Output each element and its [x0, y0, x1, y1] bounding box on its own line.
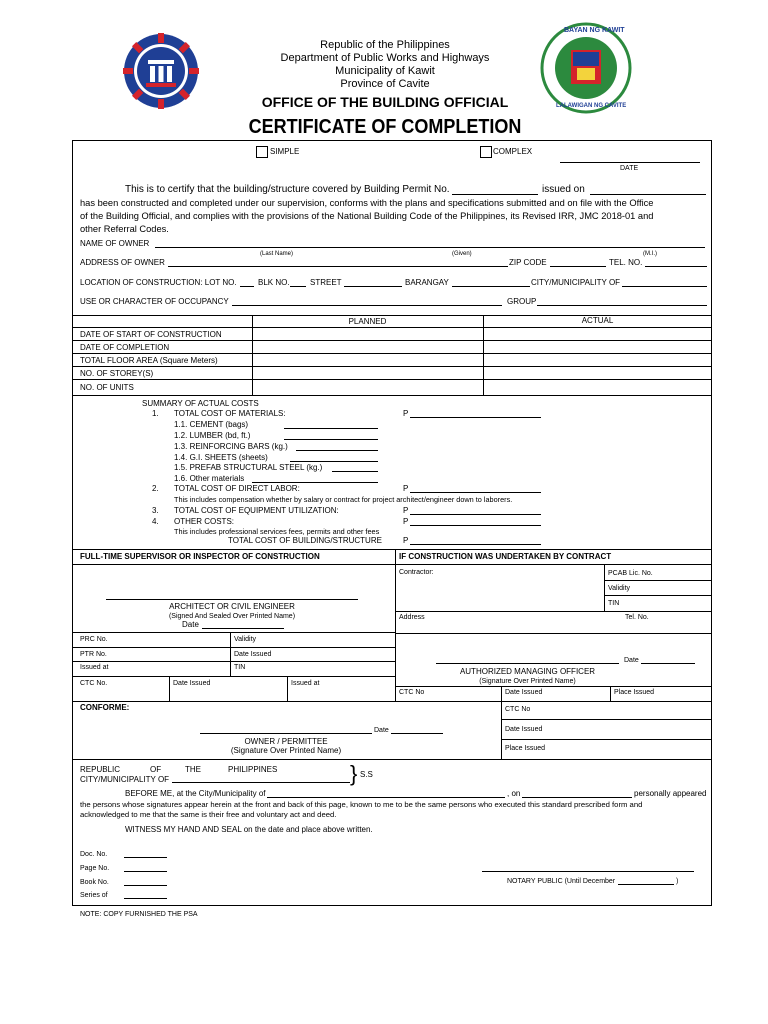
contract-ctc-place-label: Place Issued — [614, 689, 655, 696]
contract-tin-label: TIN — [608, 600, 620, 607]
footer-note: NOTE: COPY FURNISHED THE PSA — [80, 911, 198, 918]
cost-1-2: 1.2. LUMBER (bd, ft.) — [174, 431, 251, 440]
issued-on-field[interactable] — [590, 194, 706, 195]
page-no-field[interactable] — [124, 871, 167, 872]
notary-philippines: PHILIPPINES — [228, 765, 278, 774]
zip-label: ZIP CODE — [509, 258, 547, 267]
cost-1-6-field[interactable] — [252, 482, 378, 483]
contract-address-label: Address — [399, 614, 425, 621]
book-no-label: Book No. — [80, 879, 109, 886]
header-republic: Republic of the Philippines — [320, 39, 450, 51]
cost-1-label: TOTAL COST OF MATERIALS: — [174, 409, 286, 418]
cost-4-field[interactable] — [410, 525, 541, 526]
officer-signature-field[interactable] — [436, 663, 619, 664]
permit-no-field[interactable] — [452, 194, 538, 195]
conforme-ctc-place-label: Place Issued — [505, 745, 546, 752]
notary-brace: } — [350, 761, 358, 786]
tel-field[interactable] — [645, 266, 707, 267]
page-no-label: Page No. — [80, 865, 110, 872]
doc-no-field[interactable] — [124, 857, 167, 858]
cost-4-note: This includes professional services fees, permits and other fees — [174, 527, 380, 536]
owner-address-field[interactable] — [168, 266, 508, 267]
street-label: STREET — [310, 278, 342, 287]
conforme-date-label: Date — [374, 727, 389, 734]
notary-ss: S.S — [360, 770, 373, 779]
barangay-label: BARANGAY — [405, 278, 449, 287]
contract-tel-label: Tel. No. — [625, 614, 649, 621]
kawit-seal — [540, 22, 632, 114]
barangay-field[interactable] — [452, 286, 530, 287]
cost-1-5-field[interactable] — [332, 471, 378, 472]
notary-para-3: acknowledged to me that the same is their free and voluntary act and deed. — [80, 810, 337, 819]
ptr-date-label: Date Issued — [234, 651, 272, 658]
cost-1-3-field[interactable] — [296, 450, 378, 451]
table-row-floor-area: TOTAL FLOOR AREA (Square Meters) — [80, 356, 218, 365]
cost-3-peso: P — [403, 506, 409, 515]
conforme-label: CONFORME: — [80, 703, 130, 712]
pcab-label: PCAB Lic. No. — [608, 570, 653, 577]
contract-ctc-date-label: Date Issued — [505, 689, 543, 696]
book-no-field[interactable] — [124, 885, 167, 886]
cost-2-note: This includes compensation whether by salary or contract for project architect/engineer down to laborers. — [174, 495, 513, 504]
notary-before-city-field[interactable] — [267, 797, 505, 798]
supervisor-date-label: Date — [182, 620, 199, 629]
cost-1-5: 1.5. PREFAB STRUCTURAL STEEL (kg.) — [174, 463, 323, 472]
officer-title: AUTHORIZED MANAGING OFFICER — [459, 667, 596, 676]
cert-line-2: has been constructed and completed under our supervision, conforms with the plans and specifications submitted and on file with the Office — [80, 198, 654, 208]
cost-4-label: OTHER COSTS: — [174, 517, 235, 526]
cost-2-peso: P — [403, 484, 409, 493]
notary-public-label: NOTARY PUBLIC (Until December — [507, 878, 616, 885]
supervisor-ctc-label: CTC No. — [80, 680, 108, 687]
series-field[interactable] — [124, 898, 167, 899]
officer-date-label: Date — [624, 657, 639, 664]
cost-2-field[interactable] — [410, 492, 541, 493]
group-field[interactable] — [537, 305, 707, 306]
cost-1-1: 1.1. CEMENT (bags) — [174, 420, 249, 429]
total-cost-field[interactable] — [410, 544, 541, 545]
street-field[interactable] — [344, 286, 402, 287]
last-name-hint: (Last Name) — [260, 251, 294, 257]
cert-line-1: This is to certify that the building/structure covered by Building Permit No. — [125, 184, 450, 195]
city-field[interactable] — [622, 286, 707, 287]
notary-on-date-field[interactable] — [522, 797, 632, 798]
contract-heading: IF CONSTRUCTION WAS UNDERTAKEN BY CONTRACT — [399, 552, 612, 561]
notary-city-label: CITY/MUNICIPALITY OF — [80, 775, 170, 784]
supervisor-tin-label: TIN — [234, 664, 246, 671]
cost-1-1-field[interactable] — [284, 428, 378, 429]
dpwh-logo — [122, 32, 200, 110]
office-title: OFFICE OF THE BUILDING OFFICIAL — [261, 94, 509, 110]
cost-1-6: 1.6. Other materials — [174, 474, 245, 483]
header-municipality: Municipality of Kawit — [335, 65, 435, 77]
notary-until-field[interactable] — [618, 884, 674, 885]
certificate-title: CERTIFICATE OF COMPLETION — [248, 116, 522, 138]
header-province: Province of Cavite — [340, 78, 430, 90]
notary-republic: REPUBLIC — [80, 765, 121, 774]
cost-1-4-field[interactable] — [290, 461, 378, 462]
total-cost-peso: P — [403, 536, 409, 545]
notary-signature-field[interactable] — [482, 871, 694, 872]
costs-heading: SUMMARY OF ACTUAL COSTS — [142, 399, 259, 408]
series-label: Series of — [80, 892, 108, 899]
location-label: LOCATION OF CONSTRUCTION: LOT NO. — [80, 278, 237, 287]
seal-top-text: BAYAN NG KAWIT — [564, 27, 625, 34]
seal-bottom-text: LALAWIGAN NG CAVITE — [556, 103, 627, 109]
given-name-hint: (Given) — [452, 251, 472, 257]
occupancy-field[interactable] — [232, 305, 502, 306]
owner-name-label: NAME OF OWNER — [80, 239, 150, 248]
conforme-ctc-date-label: Date Issued — [505, 726, 543, 733]
blk-field[interactable] — [290, 286, 306, 287]
notary-para-2: the persons whose signatures appear herein at the front and back of this page, known to me to be the same persons who executed this standard prescribed form and — [80, 800, 643, 809]
conforme-ctc-label: CTC No — [505, 706, 531, 713]
notary-before: BEFORE ME, at the City/Municipality of — [125, 789, 266, 798]
supervisor-heading: FULL-TIME SUPERVISOR OR INSPECTOR OF CONSTRUCTION — [80, 552, 320, 561]
owner-permittee-title: OWNER / PERMITTEE — [244, 737, 328, 746]
officer-date-field[interactable] — [641, 663, 695, 664]
notary-appeared: personally appeared — [634, 789, 707, 798]
zip-field[interactable] — [550, 266, 606, 267]
cost-3-field[interactable] — [410, 514, 541, 515]
cost-1-field[interactable] — [410, 417, 541, 418]
total-cost-label: TOTAL COST OF BUILDING/STRUCTURE — [228, 536, 382, 545]
simple-label: SIMPLE — [270, 147, 300, 156]
notary-city-field[interactable] — [172, 782, 350, 783]
date-field[interactable] — [560, 162, 700, 163]
cost-2-label: TOTAL COST OF DIRECT LABOR: — [174, 484, 300, 493]
contract-ctc-label: CTC No — [399, 689, 425, 696]
officer-sig-hint: (Signature Over Printed Name) — [479, 678, 576, 685]
cost-1-2-field[interactable] — [284, 439, 378, 440]
cost-4-num: 4. — [152, 517, 159, 526]
cost-1-3: 1.3. REINFORCING BARS (kg.) — [174, 442, 288, 451]
actual-header: ACTUAL — [581, 316, 614, 325]
planned-header: PLANNED — [348, 317, 387, 326]
cost-1-4: 1.4. G.I. SHEETS (sheets) — [174, 453, 268, 462]
cert-line-3: of the Building Official, and complies with the provisions of the National Building Code of the Philippines, its Revised IRR, JMC 2018-01 and — [80, 211, 654, 221]
simple-checkbox[interactable] — [256, 146, 268, 158]
mi-hint: (M.I.) — [643, 251, 657, 257]
cost-1-peso: P — [403, 409, 409, 418]
prc-label: PRC No. — [80, 636, 108, 643]
notary-of: OF — [150, 765, 162, 774]
complex-label: COMPLEX — [493, 147, 533, 156]
notary-public-close: ) — [676, 878, 679, 885]
supervisor-role: ARCHITECT OR CIVIL ENGINEER — [169, 602, 295, 611]
notary-on: , on — [507, 789, 521, 798]
table-row-start: DATE OF START OF CONSTRUCTION — [80, 330, 222, 339]
occupancy-label: USE OR CHARACTER OF OCCUPANCY — [80, 297, 229, 306]
group-label: GROUP — [507, 297, 537, 306]
supervisor-ctc-at-label: Issued at — [291, 680, 320, 687]
doc-no-label: Doc. No. — [80, 851, 108, 858]
supervisor-signature-field[interactable] — [106, 599, 358, 600]
blk-label: BLK NO. — [258, 278, 290, 287]
date-label: DATE — [620, 165, 639, 172]
cost-2-num: 2. — [152, 484, 159, 493]
prc-validity-label: Validity — [234, 636, 257, 643]
complex-checkbox[interactable] — [480, 146, 492, 158]
ptr-label: PTR No. — [80, 651, 107, 658]
notary-the: THE — [185, 765, 201, 774]
supervisor-date-field[interactable] — [202, 628, 284, 629]
owner-sig-hint: (Signature Over Printed Name) — [230, 746, 342, 755]
header-department: Department of Public Works and Highways — [280, 52, 490, 64]
table-row-storeys: NO. OF STOREY(S) — [80, 369, 154, 378]
table-row-completion: DATE OF COMPLETION — [80, 343, 170, 352]
cost-3-num: 3. — [152, 506, 159, 515]
issued-at-label: Issued at — [80, 664, 109, 671]
owner-name-field[interactable] — [155, 247, 705, 248]
conforme-date-field[interactable] — [391, 733, 443, 734]
supervisor-ctc-date-label: Date Issued — [173, 680, 211, 687]
cert-line-4: other Referral Codes. — [80, 224, 169, 234]
contractor-label: Contractor: — [399, 569, 434, 576]
owner-address-label: ADDRESS OF OWNER — [80, 258, 165, 267]
supervisor-sig-hint: (Signed And Sealed Over Printed Name) — [168, 613, 296, 620]
cost-3-label: TOTAL COST OF EQUIPMENT UTILIZATION: — [174, 506, 339, 515]
pcab-validity-label: Validity — [608, 585, 631, 592]
owner-signature-field[interactable] — [200, 733, 372, 734]
table-row-units: NO. OF UNITS — [80, 383, 134, 392]
cost-4-peso: P — [403, 517, 409, 526]
tel-label: TEL. NO. — [609, 258, 643, 267]
cost-1-num: 1. — [152, 409, 159, 418]
city-label: CITY/MUNICIPALITY OF — [531, 278, 621, 287]
notary-witness: WITNESS MY HAND AND SEAL on the date and place above written. — [125, 825, 373, 834]
issued-on-label: issued on — [542, 184, 585, 195]
lot-field[interactable] — [240, 286, 254, 287]
